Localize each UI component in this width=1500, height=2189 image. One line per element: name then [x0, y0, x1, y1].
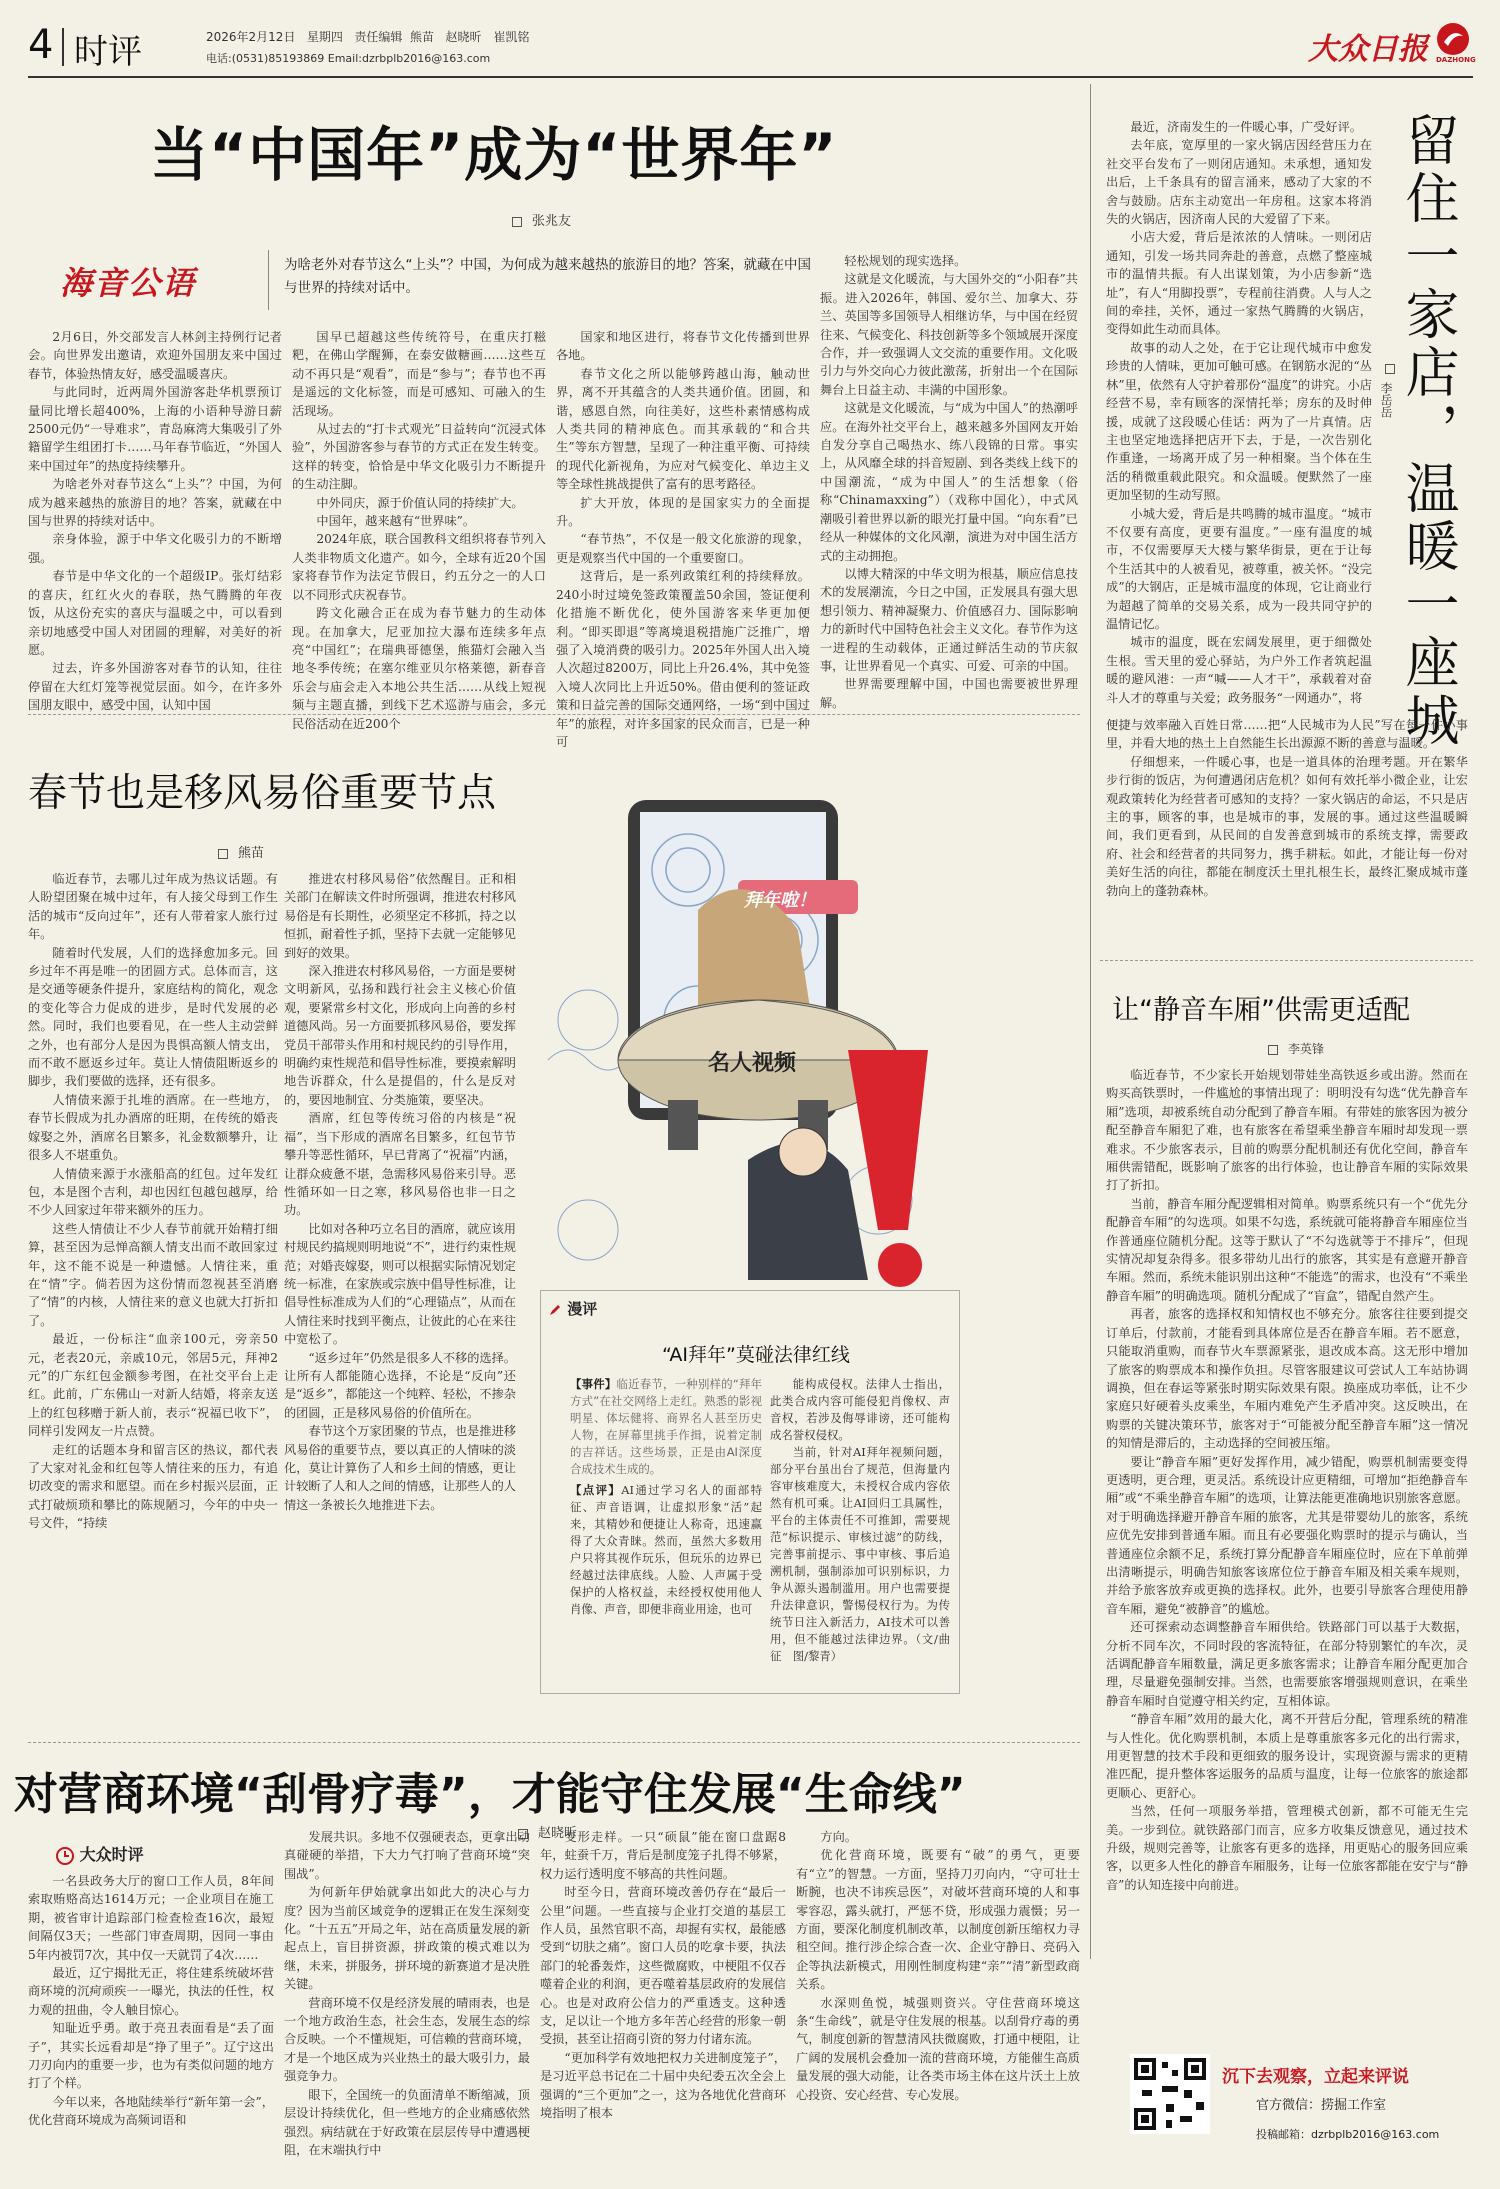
article1-byline: [512, 210, 571, 229]
article4-body: [1106, 1066, 1468, 2014]
article1-author: 张兆友: [532, 214, 572, 229]
paragraph: 知耻近乎勇。敢于亮丑表面看是“丢了面子”，其实长远看却是“挣了里子”。辽宁这出刀刃向内的重要一步，也为有类似问题的地方打了个样。: [28, 2021, 274, 2091]
paragraph: 走红的话题本身和留言区的热议，都代表了大家对礼金和红包等人情往来的压力，有追切改变的需求和愿望。而在乡村振兴层面，正式打破烦琐和攀比的陈规陋习，今年的中央一号文件，“持续: [28, 1442, 278, 1531]
article4-byline: [1268, 1040, 1324, 1057]
cartoon-badge-text: 拜年啦！: [744, 890, 816, 911]
cartoon-title: “AI拜年”莫碰法律红线: [662, 1344, 850, 1366]
article3-col1: [28, 870, 278, 1732]
proofreaders: 赵晓昕 崔凯铭: [445, 30, 530, 44]
paragraph: 人情债来源于水涨船高的红包。过年发红包，本是图个吉利，却也因红包越包越厚，给不少人回家过年带来额外的压力。: [28, 1166, 278, 1218]
paragraph: 临近春节，不少家长开始规划带娃坐高铁返乡或出游。然而在购买高铁票时，一件尴尬的事情出现了：明明没有勾选“优先静音车厢”选项，却被系统自动分配到了静音车厢。有带娃的旅客因为被分配至静音车厢犯了难，也有旅客在希望乘坐静音车厢时却发现一票难求。不少旅客表示，目前的购票分配机制还有优化空间，静音车厢供需错配，既影响了旅客的出行体验，也让静音车厢的实际效果打了折扣。: [1106, 1068, 1468, 1193]
footer-wechat: 官方微信：捞掘工作室: [1256, 2098, 1387, 2113]
header-info: [206, 28, 530, 45]
paragraph: 水深则鱼悦，城强则资兴。守住营商环境这条“生命线”，就是守住发展的根基。以刮骨疗毒的勇气，制度创新的智慧清风扶微腐败，打通中梗阻，让广阔的发展机会叠加一流的营商环境，方能催生高质量发展的强大动能，让各类市场主体在这片沃土上放心投资、安心经营、专心发展。: [796, 1995, 1080, 2102]
article1-col2: [292, 328, 546, 731]
paragraph: 时至今日，营商环境改善仍存在“最后一公里”问题。一些直接与企业打交道的基层工作人员，虽然官职不高，却握有实权，最能感受到“切肤之痛”。窗口人员的吃拿卡要，执法部门的轮番轰炸，这些微腐败，中梗阻不仅吞噬着企业的利润，更吞噬着基层政府的发展信心。也是对政府公信力的严重透支。这种透支，足以让一个地方多年苦心经营的形象一朝受损，甚至让招商引资的努力付诸东流。: [540, 1885, 786, 2047]
article5-column-name: 大众时评: [79, 1845, 144, 1864]
header-contact: 电话:(0531)85193869 Email:dzrbplb2016@163.com: [206, 52, 491, 65]
editor-label: 责任编辑: [354, 30, 403, 44]
paragraph: 便捷与效率融入百姓日常……把“人民城市为人民”写在每一件小事里，并看大地的热土上自然能生长出源源不断的善意与温暖。: [1106, 718, 1468, 751]
paragraph: 临近春节，去哪儿过年成为热议话题。有人盼望团聚在城中过年，有人接父母到工作生活的城市“反向过年”，还有人带着家人旅行过年。: [28, 872, 278, 942]
article2-bottom-divider: [1100, 960, 1473, 961]
issue-date: 2026年2月12日: [206, 30, 296, 44]
article1-lead-divider: [268, 250, 269, 310]
paragraph: 最近，一份标注“血亲100元，旁亲50元，老表20元，亲戚10元，邻居5元，拜神2元”的广东红包金额参考图，在社交平台上走红。此前，广东佛山一对新人结婚，将亲友送上的红包移赠于新人前，表示“祝福已收下”，同样引发网友一片点赞。: [28, 1332, 278, 1439]
article5-title: 对营商环境“刮骨疗毒”，才能守住发展“生命线”: [14, 1769, 966, 1820]
logo-subtext: DAZHONG: [1436, 56, 1476, 64]
article1-lead: 为啥老外对春节这么“上头”？中国，为何成为越来越热的旅游目的地？答案，就藏在中国与世界的持续对话中。: [284, 257, 811, 296]
logo-text: 大众日报: [1308, 32, 1428, 67]
page-number: 4: [28, 22, 54, 68]
article1-title: 当“中国年”成为“世界年”: [150, 121, 838, 189]
paragraph: 亲身体验，源于中华文化吸引力的不断增强。: [28, 532, 282, 565]
article3-bottom-divider: [28, 1742, 1080, 1743]
paragraph: 再者，旅客的选择权和知情权也不够充分。旅客往往要到提交订单后，付款前，才能看到具体席位是否在静音车厢。若不愿意，只能取消重购，而春节火车票源紧张，退改成本高。这无形中增加了旅客的购票成本和操作负担。尽管客服建议可尝试人工车站协调调换，但在春运等紧张时期实际效果有限。换座成功率低，让不少家庭只好硬着头皮乘坐，车厢内难免产生矛盾冲突。这反映出，在购票的关键决策环节，旅客对于“可能被分配至静音车厢”这一情况的知情是滞后的，主动选择的空间被压缩。: [1106, 1307, 1468, 1451]
paragraph: 小店大爱，背后是浓浓的人情味。一则闭店通知，引发一场共同奔赴的善意，点燃了整座城市的温情共振。有人出谋划策，为小店参新“选址”，有人“用脚投票”，专程前往消费。人与人之间的牵挂，关怀，通过一家热气腾腾的火锅店，变得如此生动而具体。: [1106, 230, 1372, 337]
article1-col3: [556, 328, 810, 749]
paragraph: 小城大爱，背后是共鸣腾的城市温度。“城市不仅要有高度，更要有温度。”一座有温度的城市，不仅需要厚天大楼与繁华街景，更在于让每个生活其中的人被看见，被尊重，被关怀。“没完成”的大钢店，正是城市温度的体现，它让商业行为超越了简单的交易关系，成为一段共同守护的温情记忆。: [1106, 506, 1372, 631]
article5-column-logo: [56, 1842, 144, 1865]
clock-icon: [56, 1847, 74, 1865]
footer-slogan: 沉下去观察，立起来评说: [1222, 2067, 1409, 2087]
paragraph: 2024年底，联合国教科文组织将春节列入人类非物质文化遗产。如今，全球有近20个国家将春节作为法定节假日，约五分之一的人口以不同形式庆祝春节。: [292, 532, 546, 602]
paragraph: 轻松规划的现实选择。: [844, 254, 967, 268]
paragraph: 一名县政务大厅的窗口工作人员，8年间索取贿赂高达1614万元；一企业项目在施工期，被省审计追踪部门检查检查16次，最短间隔仅3天；一些部门审查周期，因同一事由5年内被罚7次，其中仅一天就罚了4次……: [28, 1874, 274, 1962]
article3-author: 熊苗: [238, 846, 265, 861]
footer-email: 投稿邮箱：dzrbplb2016@163.com: [1256, 2128, 1440, 2141]
paragraph: 从过去的“打卡式观光”日益转向“沉浸式体验”，外国游客参与春节的方式正在发生转变。这样的转变，恰恰是中华文化吸引力不断提升的生动注脚。: [292, 422, 546, 492]
article4-title: 让“静音车厢”供需更适配: [1112, 995, 1410, 1026]
right-column-divider: [1090, 84, 1091, 1959]
paragraph: 这些人情债让不少人春节前就开始精打细算，甚至因为忌惮高额人情支出而不敢回家过年，这不能不说是一种遗憾。人情往来，重在“情”字。倘若因为这份情而忽视甚至消磨了“情”的内核，人情往来的意义也就大打折扣了。: [28, 1221, 278, 1328]
paragraph: 人情债来源于扎堆的酒席。在一些地方，春节长假成为扎办酒席的旺期，在传统的婚丧嫁娶之外，酒席名目繁多，礼金数额攀升，让很多人不堪重负。: [28, 1092, 278, 1163]
paragraph: 为啥老外对春节这么“上头”？中国，为何成为越来越热的旅游目的地？答案，就藏在中国与世界的持续对话中。: [28, 477, 282, 529]
paragraph: 仔细想来，一件暖心事，也是一道具体的治理考题。开在繁华步行街的饭店，为何遭遇闭店危机？如何有效托举小微企业，让宏观政策转化为经营者可感知的支持？一家火锅店的命运，不只是店主的事，顾客的事，也是城市的事，发展的事。通过这些温暖瞬间，我们更看到，从民间的自发善意到城市的系统支撑，需要政府、社会和经营者的共同努力，携手耕耘。如此，才能让每一份对美好生活的向往，都能在制度沃土里扎根生长，最终汇聚成城市蓬勃向上的蓬勃森林。: [1106, 754, 1468, 898]
paragraph: 随着时代发展，人们的选择愈加多元。回乡过年不再是唯一的团圆方式。总体而言，这是交通等硬条件提升，家庭结构的简化，观念的变化等合力促成的进步，是时代发展的必然。同时，我们也要看见，在一些人主动尝鲜之外，也有部分人是因为畏惧高额人情支出，而不敢不愿返乡过年。莫让人情债阻断返乡的脚步，我们要做的选择，还有很多。: [28, 945, 278, 1089]
paragraph: 酒席，红包等传统习俗的内核是“祝福”，当下形成的酒席名目繁多，红包节节攀升等恶性循环，早已背离了“祝福”内涵，让群众疲惫不堪，急需移风易俗来引导。恶性循环如一日之寒，移风易俗也非一日之功。: [284, 1111, 516, 1218]
article5-col2: [284, 1828, 530, 2178]
paragraph: 中外同庆，源于价值认同的持续扩大。: [316, 495, 524, 510]
article5-col3: [540, 1828, 786, 2178]
paragraph: 发展共识。多地不仅强硬表态，更拿出动真碰硬的举措，下大力气打响了营商环境“突围战”。: [284, 1830, 530, 1881]
article2-body-bottom: [1106, 716, 1468, 948]
paragraph: 2月6日，外交部发言人林剑主持例行记者会。向世界发出邀请，欢迎外国朋友来中国过春节，体验热情友好，感受温暖喜庆。: [28, 330, 282, 381]
paragraph: 营商环境不仅是经济发展的晴雨表，也是一个地方政治生态，社会生态，发展生态的综合反映。一个不懂规矩，可信赖的营商环境，才是一个地区成为兴业热土的最大吸引力，最强竞争力。: [284, 1995, 530, 2084]
paragraph: 比如对各种巧立名目的酒席，就应该用村规民约搞规则明地说“不”，进行约束性规范；对婚丧嫁娶，则可以根据实际情况划定统一标准，在家族或宗族中倡导性标准，让倡导性标准成为人们的“心理锚点”，从而在人情往来时找到平衡点，让彼此的心在来往中宽松了。: [284, 1221, 516, 1347]
paragraph: 深入推进农村移风易俗，一方面是要树文明新风，弘扬和践行社会主义核心价值观，要紧常乡村文化，形成向上向善的乡村道德风尚。另一方面要抓移风易俗，要发挥党员干部带头作用和村规民约的引导作用，明确约束性规范和倡导性标准，要摸索解明地告诉群众，什么是提倡的，什么是反对的，要因地制宜、分类施策，要坚决。: [284, 964, 516, 1107]
article5-author: 赵晓昕: [538, 1826, 578, 1841]
footer-box: [1106, 2050, 1468, 2168]
paragraph: 国家和地区进行，将春节文化传播到世界各地。: [556, 330, 810, 363]
cartoon-column-name: 漫评: [567, 1300, 598, 1318]
cartoon-event-text: 临近春节，一种别样的“拜年方式”在社交网络上走红。熟悉的影视明星、体坛健将、商界名人甚至历史人物，在屏幕里挑手作揖，说着定制的吉祥话。这些场景，正是由AI深度合成技术生成的。: [570, 1377, 762, 1476]
paragraph: 这背后，是一系列政策红利的持续释放。240小时过境免签政策覆盖50余国，签证便利化措施不断优化，使外国游客来华更加便利。“即买即退”等离境退税措施广泛推广，增强了入境消费的吸引力。2025年外国人出入境人次超过8200万，同比上升26.4%，其中免签入境人次同比上升近50%。借由便利的签证政策和日益完善的国际交通网络，一场“到中国过年”的旅程，对许多国家的民众而言，已是一种可: [556, 569, 810, 749]
paragraph: 春节文化之所以能够跨越山海，触动世界，离不开其蕴含的人类共通价值。团圆，和谐，感恩自然，向往美好，这些朴素情感构成人类共同的精神底色。而其承载的“和合共生”等东方智慧，呈现了一种注重平衡、可持续的现代化新视角，为应对气候变化、单边主义等全球性挑战提供了富有的思考路径。: [556, 366, 810, 492]
cartoon-box-border: [540, 1290, 960, 1694]
paragraph: “静音车厢”效用的最大化，离不开营后分配，管理系统的精准与人性化。优化购票机制，本质上是尊重旅客多元化的出行需求，用更智慧的技术手段和更细致的服务设计，实现资源与需求的更精准匹配，提升整体客运服务的品质与温度，让每一位旅客的旅途都更顺心、更舒心。: [1106, 1712, 1468, 1800]
paragraph: 变形走样。一只“硕鼠”能在窗口盘踞8年，蛀蚕千万，背后是制度笼子扎得不够紧，权力运行透明度不够高的共性问题。: [540, 1830, 786, 1881]
paragraph: 故事的动人之处，在于它让现代城市中愈发珍贵的人情味，更加可触可感。在钢筋水泥的“丛林”里，依然有人守护着那份“温度”的讲究。小店经营不易，幸有顾客的深情托举；房东的及时伸援，成就了这段暖心佳话：两为了一片真情。店主也坚定地选择把店开下去，于是，一次告别化作重逢，一场离开成了另一种相聚。当个体在生活的稍微重载此限究。和众温暖。便默然了一座更加坚韧的生动写照。: [1106, 340, 1372, 503]
article2-author: 李岳岳: [1379, 382, 1393, 418]
article1-col4: [820, 252, 1078, 710]
page-header: [28, 18, 1476, 74]
paragraph: 为何新年伊始就拿出如此大的决心与力度？因为当前区域竞争的逻辑正在发生深刻变化。“十五五”开局之年，站在高质量发展的新起点上，盲目拼资源，拼政策的模式难以为继，未来，拼服务，拼环境的新赛道才是决胜关键。: [284, 1885, 530, 1992]
paragraph: 以博大精深的中华文明为根基，顺应信息技术的发展潮流，今日之中国，正发展具有强大思想引领力、精神凝聚力、价值感召力、国际影响力的新时代中国特色社会主义文化。春节作为这一进程的生动载体，正通过鲜活生动的节庆叙事，让世界看见一个真实、可爱、可亲的中国。: [820, 566, 1078, 673]
paragraph: 去年底，宽厚里的一家火锅店因经营压力在社交平台发布了一则闭店通知。未承想，通知发出后，上千条具有的留言涌来，感动了大家的不舍与鼓励。店东主动宽出一年房租。这家本将消失的火锅店，因济南人民的大爱留了下来。: [1106, 138, 1372, 227]
editor-name: 熊苗: [410, 30, 435, 44]
header-rule: [28, 76, 1473, 78]
article2-title: 留住一家店，温暖一座城: [1397, 112, 1460, 750]
article3-byline: [218, 842, 264, 861]
paragraph: 与此同时，近两周外国游客赴华机票预订量同比增长超400%，上海的小语种导游日薪2500元仍“一导难求”，青岛麻湾大集吸引了外籍留学生组团打卡……马年春节临近，“外国人来中国过年”的热度持续攀升。: [28, 385, 282, 473]
paragraph: 还可探索动态调整静音车厢供给。铁路部门可以基于大数据，分析不同车次，不同时段的客流特征，在部分特别繁忙的车次，灵活调配静音车厢数量，满足更多旅客需求；让静音车厢分配更加合理，尽量避免强制安排。当然，也需要旅客增强规则意识，在乘坐静音车厢时自觉遵守相关约定，互相体谅。: [1106, 1620, 1468, 1708]
article5-col1: [28, 1872, 274, 2178]
paragraph: 推进农村移风易俗”依然醒目。正和相关部门在解读文件时所强调，推进农村移风易俗是有长期性，必须坚定不移抓，持之以恒抓，耐着性子抓，坚持下去就一定能够见到好的效果。: [284, 872, 516, 960]
paragraph: 城市的温度，既在宏阔发展里，更于细微处生根。雪天里的爱心驿站，为户外工作者筑起温暖的避风港：一声“喊——人才干”，承载着对奋斗人才的尊重与关爱；政务服务“一网通办”，将: [1106, 635, 1372, 705]
paragraph: 春节这个万家团聚的节点，也是推进移风易俗的重要节点，要以真正的人情味的淡化，莫让计算伤了人和乡土间的情感，更让计较断了人和人之间的情感，让那些人的人情这一条被长久地推进下去。: [284, 1424, 516, 1512]
paragraph: 跨文化融合正在成为春节魅力的生动体现。在加拿大，尼亚加拉大瀑布连续多年点亮“中国红”；在瑞典哥德堡，熊猫灯会融入当地冬季传统；在塞尔维亚贝尔格莱德，新春音乐会与庙会走入本地公共生活……从线上短视频与主题直播，到线下艺术巡游与庙会，多元民俗活动在近200个: [292, 606, 546, 731]
paragraph: 能构成侵权。法律人士指出，此类合成内容可能侵犯肖像权、声音权，若涉及侮辱诽谤，还可能构成名誉权侵权。: [770, 1377, 950, 1442]
cartoon-drawing: [548, 760, 938, 1294]
qr-code-icon: [1130, 2054, 1210, 2134]
article3-col2: [284, 870, 516, 1732]
article1-bottom-divider: [28, 714, 1080, 715]
article1-column-logo: 海音公语: [60, 264, 197, 302]
paragraph: “返乡过年”仍然是很多人不移的选择。让所有人都能随心选择，不论是“反向”还是“返乡”，都能这一个纯粹、轻松，不掺杂的团圆，正是移风易俗的价值所在。: [284, 1350, 516, 1420]
paragraph: 这就是文化暖流，与“成为中国人”的热潮呼应。在海外社交平台上，越来越多外国网友开始自发分享自己喝热水、练八段锦的日常。事实上，从风靡全球的抖音短剧、到各类线上线下的中国潮流，“成为中国人”的生活想象（俗称“Chinamaxxing”）（戏称中国化），中式风潮吸引着世界以新的眼光打量中国。“向东看”已经从一种媒体的文化风潮，演进为对中国生活方式的主动拥抱。: [820, 401, 1078, 563]
article3-title: 春节也是移风易俗重要节点: [28, 771, 497, 816]
paragraph: 过去，许多外国游客对春节的认知，往往停留在大红灯笼等视觉层面。如今，在许多外国朋友眼中，感受中国，认知中国: [28, 661, 282, 713]
paragraph: 今年以来，各地陆续举行“新年第一会”，优化营商环境成为高频词语和: [28, 2094, 274, 2128]
article1-col1: [28, 328, 282, 713]
logo-emblem-icon: [1436, 22, 1470, 56]
paragraph: “更加科学有效地把权力关进制度笼子”，是习近平总书记在二十届中央纪委五次全会上强调的“三个更加”之一，这为各地优化营商环境指明了根本: [540, 2050, 786, 2121]
paragraph: “春节热”，不仅是一般文化旅游的现象，更是观察当代中国的一个重要窗口。: [556, 532, 810, 565]
paragraph: 春节是中华文化的一个超级IP。张灯结彩的喜庆，红红火火的春联，热气腾腾的年夜饭，从这份充实的喜庆与温暖之中，可以看到亲切地感受中国人对团圆的理解，对美好的祈愿。: [28, 569, 282, 657]
cartoon-comment-text1: AI通过学习名人的面部特征、声音语调，让虚拟形象“活”起来，其精妙和便捷让人称奇，迅速赢得了大众青睐。然而，虽然大多数用户只将其视作玩乐，但玩乐的边界已经越过法律底线。人脸、人声属于受保护的人格权益，未经授权使用他人肖像、声音，即便非商业用途，也可: [570, 1483, 762, 1616]
cartoon-illustration: [548, 760, 938, 1294]
paragraph: 优化营商环境，既要有“破”的勇气，更要有“立”的智慧。一方面，坚持刀刃向内，“守可壮士断腕，也决不讳疾忌医”，对破坏营商环境的人和事零容忍，露头就打，严惩不贷，形成强力震慑；另一方面，要深化制度机制改革，以制度创新压缩权力寻租空间。推行涉企综合查一次、企业守静日、亮码入企等执法新模式，用刚性制度构建“亲”“清”新型政商关系。: [796, 1848, 1080, 1992]
newspaper-logo: [1308, 20, 1476, 70]
header-divider: [62, 28, 64, 66]
article2-byline: [1378, 364, 1395, 418]
cartoon-event-tag: 【事件】: [570, 1377, 617, 1391]
paragraph: 当前，静音车厢分配逻辑相对简单。购票系统只有一个“优先分配静音车厢”的勾选项。如果不勾选，系统就可能将静音车厢座位当作普通座位随机分配。这等于默认了“不勾选就等于不排斥”，但现实情况却复杂得多。很多带幼儿出行的旅客，其实是有意避开静音车厢。然而，系统未能识别出这种“不能选”的需求，也没有“不乘坐静音车厢”的明确选项。随机分配成了“盲盒”，错配自然产生。: [1106, 1196, 1468, 1303]
paragraph: 国早已超越这些传统符号，在重庆打糍粑，在佛山学醒狮，在泰安做糖画……这些互动不再只是“观看”，而是“参与”；春节也不再是遥远的文化标签，而是可感知、可融入的生活现场。: [292, 330, 546, 418]
paragraph: 这就是文化暖流，与大国外交的“小阳春”共振。进入2026年，韩国、爱尔兰、加拿大、芬兰、英国等多国领导人相继访华，与中国在经贸往来、气候变化、科技创新等多个领域展开深度合作，并一致强调人文交流的重要作用。文化吸引力与外交向心力彼此激荡，折射出一个在国际舞台上日益主动、丰满的中国形象。: [820, 272, 1078, 397]
paragraph: 当然，任何一项服务举措，管理模式创新，都不可能无生完美。一步到位。就铁路部门而言，应多方收集反馈意见，通过技术升级，规则完善等，让旅客有更多的选择，用更贴心的服务回应乘客，以更多人性化的静音车厢服务，让每一位旅客都能在安宁与“静音”的认知连接中向前进。: [1106, 1804, 1468, 1892]
paragraph: 世界需要理解中国，中国也需要被世界理解。: [820, 677, 1078, 710]
cartoon-sign-text: 名人视频: [708, 1051, 797, 1076]
paragraph: 眼下，全国统一的负面清单不断缩减，顶层设计持续优化，但一些地方的企业痛感依然强烈。病结就在于好政策在层层传导中遭遇梗阻，在末端执行中: [284, 2087, 530, 2157]
paragraph: 要让“静音车厢”更好发挥作用，减少错配，购票机制需要变得更透明，更合理，更灵活。系统设计应更精细，可增加“拒绝静音车厢”或“不乘坐静音车厢”的选项，让算法能更准确地识别旅客意愿。对于明确选择避开静音车厢的旅客，尤其是带婴幼儿的旅客，系统应优先安排到普通车厢。而且有必要强化购票时的提示与确认，当普通座位余额不足，系统打算分配静音车厢座位时，应在下单前弹出清晰提示，明确告知旅客该席位位于静音车厢及相关乘车规则，并给予旅客放弃或更换的选择权。此外，也要引导旅客合理使用静音车厢，避免“被静音”的尴尬。: [1106, 1454, 1468, 1616]
article4-author: 李英锋: [1288, 1042, 1325, 1056]
paragraph: 方向。: [820, 1830, 857, 1844]
paragraph: 最近，辽宁揭批无正，将住建系统破坏营商环境的沉疴顽疾一一曝光，执法的任性，权力观的扭曲，令人触目惊心。: [28, 1966, 274, 2017]
paragraph: 当前，针对AI拜年视频问题，部分平台虽出台了规范，但海量内容审核难度大，未授权合成内容依然有机可乘。让AI回归工具属性，平台的主体责任不可推卸，需要规范“标识提示、审核过滤”的防线，完善事前提示、事中审核、事后追溯机制，强制添加可识别标识，力争从源头遏制滥用。用户也需要提升法律意识，警惕侵权行为。为传统节日注入新活力，AI技术可以善用，但不能越过法律边界。（文/曲征 图/黎青）: [770, 1445, 950, 1663]
cartoon-comment-tag: 【点评】: [570, 1483, 622, 1497]
paragraph: 中国年，越来越有“世界味”。: [316, 514, 476, 529]
paragraph: 最近，济南发生的一件暖心事，广受好评。: [1130, 120, 1362, 134]
paragraph: 扩大开放，体现的是国家实力的全面提升。: [556, 495, 810, 529]
issue-weekday: 星期四: [306, 30, 343, 44]
section-name: 时评: [74, 32, 142, 72]
article5-col4: [796, 1828, 1080, 2178]
article2-body-top: [1106, 118, 1372, 714]
